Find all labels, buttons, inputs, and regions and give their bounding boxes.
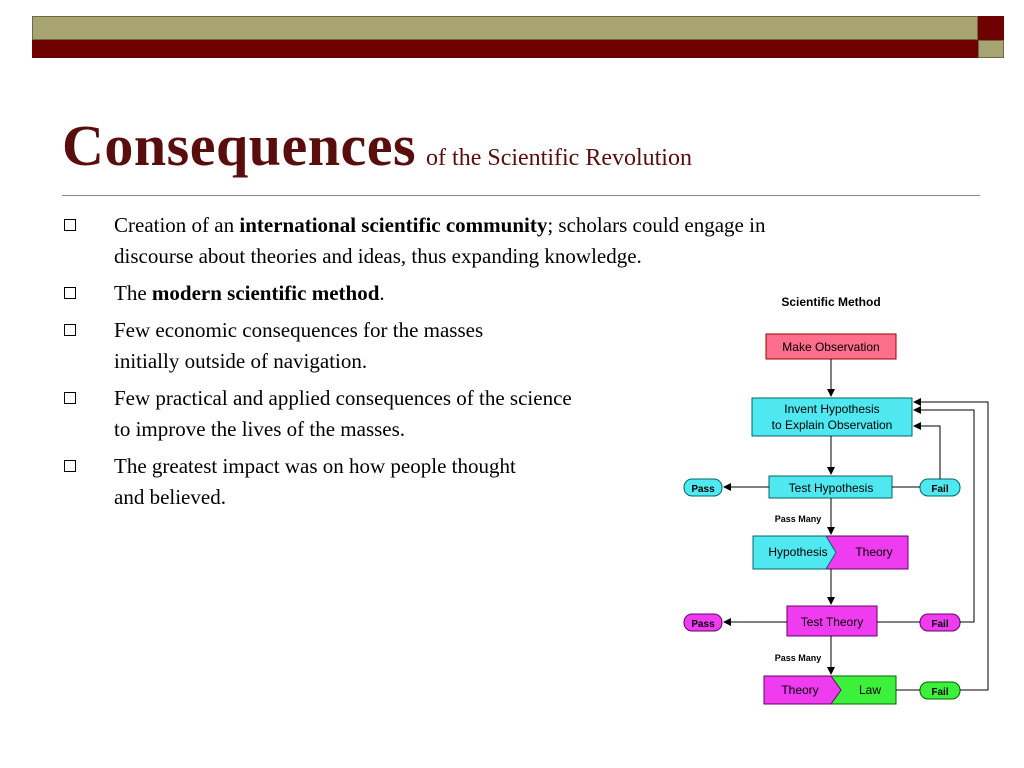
square-bullet-icon bbox=[64, 287, 76, 299]
invent-hypothesis-label-1: Invent Hypothesis bbox=[784, 402, 880, 416]
test-theory-label: Test Theory bbox=[800, 615, 864, 629]
header-bar-maroon bbox=[32, 40, 978, 58]
feedback-connector bbox=[914, 410, 974, 622]
law-label: Law bbox=[858, 683, 882, 697]
invent-hypothesis-label-2: to Explain Observation bbox=[771, 418, 893, 432]
bullet-bold-text: modern scientific method bbox=[151, 281, 380, 305]
feedback-connector bbox=[914, 426, 940, 479]
bullet-text: discourse about theories and ideas, thus expanding knowledge. bbox=[114, 244, 642, 268]
bullet-bold-text: international scientific community bbox=[239, 213, 548, 237]
bullet-text: . bbox=[379, 281, 385, 305]
corner-square-maroon bbox=[978, 16, 1004, 40]
bullet-text: Few practical and applied consequences of the science bbox=[114, 386, 572, 410]
bullet-text: initially outside of navigation. bbox=[114, 349, 368, 373]
square-bullet-icon bbox=[64, 460, 76, 472]
scientific-method-diagram bbox=[676, 286, 996, 716]
bullet-text: The greatest impact was on how people thought bbox=[114, 454, 516, 478]
title-sub: of the Scientific Revolution bbox=[426, 145, 692, 171]
pass-many-label: Pass Many bbox=[774, 514, 822, 524]
header-bar-olive bbox=[32, 16, 978, 40]
square-bullet-icon bbox=[64, 219, 76, 231]
pass-many-label: Pass Many bbox=[774, 653, 822, 663]
make-observation-label: Make Observation bbox=[782, 340, 880, 354]
corner-square-olive bbox=[978, 40, 1004, 58]
square-bullet-icon bbox=[64, 324, 76, 336]
hypothesis-label: Hypothesis bbox=[768, 545, 828, 559]
feedback-connector bbox=[914, 402, 988, 690]
bullet-item bbox=[60, 210, 940, 272]
title-main: Consequences bbox=[62, 113, 417, 178]
pass-label: Pass bbox=[691, 619, 715, 630]
pass-label: Pass bbox=[691, 484, 715, 495]
slide-title bbox=[62, 112, 692, 179]
fail-label: Fail bbox=[931, 619, 949, 630]
bullet-text: Few economic consequences for the masses bbox=[114, 318, 484, 342]
fail-label: Fail bbox=[931, 687, 949, 698]
bullet-text: Creation of an bbox=[114, 213, 240, 237]
test-hypothesis-label: Test Hypothesis bbox=[788, 481, 874, 495]
bullet-text: to improve the lives of the masses. bbox=[114, 417, 406, 441]
theory-label: Theory bbox=[781, 683, 819, 697]
bullet-text: The bbox=[114, 281, 152, 305]
bullet-text: and believed. bbox=[114, 485, 226, 509]
diagram-title: Scientific Method bbox=[781, 295, 881, 309]
square-bullet-icon bbox=[64, 392, 76, 404]
bullet-text: ; scholars could engage in bbox=[547, 213, 766, 237]
fail-label: Fail bbox=[931, 484, 949, 495]
title-rule bbox=[62, 195, 980, 196]
theory-label: Theory bbox=[855, 545, 893, 559]
